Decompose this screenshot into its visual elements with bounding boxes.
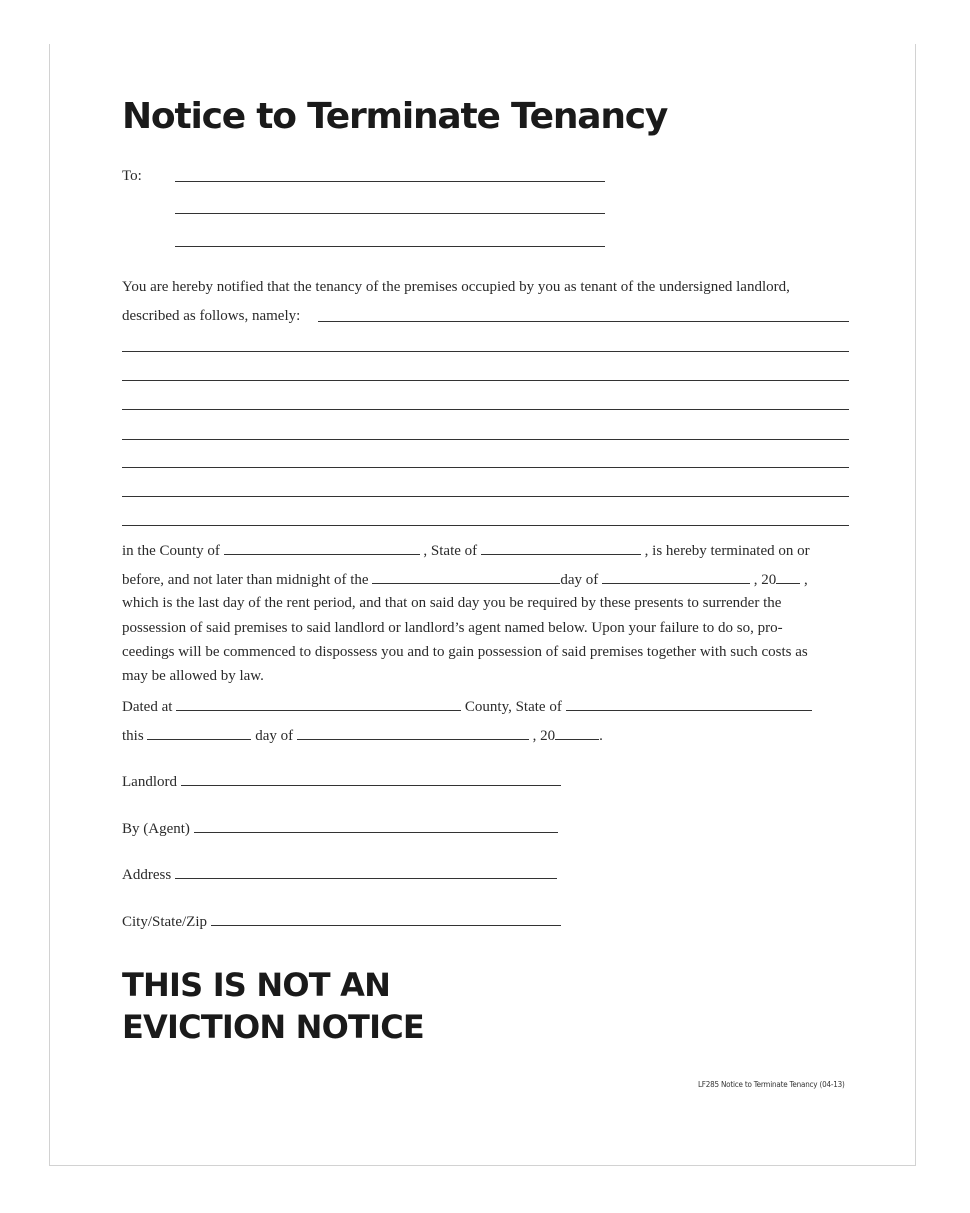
to-line-1[interactable] [175, 181, 605, 182]
year-label: , 20 [753, 572, 777, 588]
description-line-1[interactable] [318, 321, 849, 322]
this-label: this [122, 728, 144, 744]
warning-line-2: EVICTION NOTICE [122, 1008, 424, 1046]
description-line-2[interactable] [122, 351, 849, 352]
warning-line-1: THIS IS NOT AN [122, 966, 391, 1004]
before-label: before, and not later than midnight of the [122, 572, 369, 588]
description-line-5[interactable] [122, 439, 849, 440]
notice-line-1: You are hereby notified that the tenancy of the premises occupied by you as tenant of the undersigned landlord, [122, 279, 790, 295]
year2-label: , 20 [532, 728, 556, 744]
before-row [122, 569, 808, 589]
county-label: in the County of [122, 543, 220, 559]
this-day-field[interactable] [147, 725, 251, 740]
address-field[interactable] [175, 864, 557, 879]
period: . [599, 728, 603, 744]
body-line-4: may be allowed by law. [122, 668, 264, 684]
to-label: To: [122, 168, 142, 184]
to-line-2[interactable] [175, 213, 605, 214]
agent-row [122, 818, 558, 838]
description-line-3[interactable] [122, 380, 849, 381]
city-label: City/State/Zip [122, 914, 207, 930]
description-line-7[interactable] [122, 496, 849, 497]
dated-at-label: Dated at [122, 699, 173, 715]
dated-row [122, 696, 812, 716]
city-row [122, 911, 561, 931]
day-of-label: day of [255, 728, 294, 744]
state-field[interactable] [481, 540, 641, 555]
agent-label: By (Agent) [122, 821, 190, 837]
year-end-comma: , [804, 572, 808, 588]
description-line-8[interactable] [122, 525, 849, 526]
this-month-field[interactable] [297, 725, 529, 740]
midnight-day-field[interactable] [372, 569, 560, 584]
document-title: Notice to Terminate Tenancy [122, 96, 668, 137]
description-line-6[interactable] [122, 467, 849, 468]
month-field[interactable] [602, 569, 750, 584]
state-label: , State of [423, 543, 478, 559]
county-row [122, 540, 810, 560]
dated-at-field[interactable] [176, 696, 461, 711]
this-year-field[interactable] [555, 725, 599, 740]
address-row [122, 864, 557, 884]
landlord-row [122, 771, 561, 791]
landlord-field[interactable] [181, 771, 561, 786]
body-line-3: ceedings will be commenced to dispossess you and to gain possession of said premises together with such costs as [122, 644, 808, 660]
address-label: Address [122, 867, 172, 883]
to-line-3[interactable] [175, 246, 605, 247]
body-line-2: possession of said premises to said landlord or landlord’s agent named below. Upon your failure to do so, pro- [122, 620, 783, 636]
form-code: LF285 Notice to Terminate Tenancy (04-13) [698, 1080, 845, 1089]
description-line-4[interactable] [122, 409, 849, 410]
terminated-label: , is hereby terminated on or [644, 543, 810, 559]
county-field[interactable] [224, 540, 420, 555]
landlord-label: Landlord [122, 774, 177, 790]
county-state-label: County, State of [464, 699, 562, 715]
city-field[interactable] [211, 911, 561, 926]
year-field[interactable] [776, 569, 800, 584]
dayof-label: day of [560, 572, 599, 588]
described-label: described as follows, namely: [122, 308, 301, 324]
agent-field[interactable] [194, 818, 558, 833]
this-day-row [122, 725, 603, 745]
dated-state-field[interactable] [566, 696, 812, 711]
body-line-1: which is the last day of the rent period, and that on said day you be required by these presents to surrender the [122, 595, 782, 611]
